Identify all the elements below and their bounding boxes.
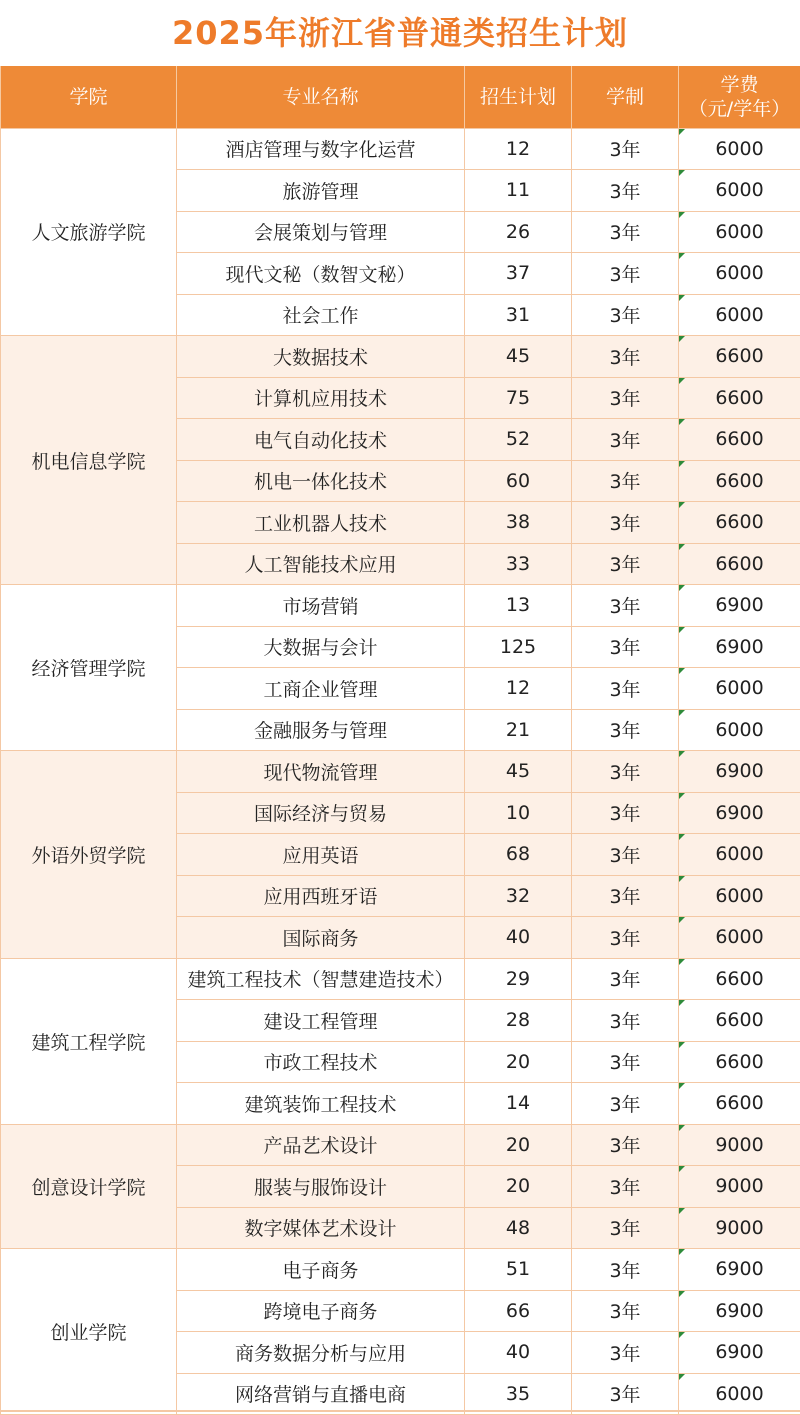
- major-cell: 建设工程管理: [177, 1000, 465, 1042]
- major-cell: 会展策划与管理: [177, 211, 465, 253]
- fee-cell: 6000: [679, 170, 800, 212]
- duration-cell: 3年: [572, 1166, 679, 1208]
- table-header: [1, 66, 800, 128]
- plan-cell: 29: [465, 958, 572, 1000]
- college-cell: 机电信息学院: [1, 336, 177, 585]
- duration-cell: 3年: [572, 1290, 679, 1332]
- major-cell: 工业机器人技术: [177, 502, 465, 544]
- major-cell: 跨境电子商务: [177, 1290, 465, 1332]
- plan-cell: 28: [465, 1000, 572, 1042]
- fee-cell: 6000: [679, 294, 800, 336]
- duration-cell: 3年: [572, 336, 679, 378]
- fee-cell: 6600: [679, 377, 800, 419]
- duration-cell: 3年: [572, 543, 679, 585]
- duration-cell: 3年: [572, 709, 679, 751]
- duration-cell: 3年: [572, 792, 679, 834]
- major-cell: 工商企业管理: [177, 668, 465, 710]
- duration-cell: 3年: [572, 294, 679, 336]
- fee-cell: 6600: [679, 1000, 800, 1042]
- major-cell: 产品艺术设计: [177, 1124, 465, 1166]
- duration-cell: 3年: [572, 1207, 679, 1249]
- plan-cell: 21: [465, 709, 572, 751]
- plan-cell: 20: [465, 1124, 572, 1166]
- plan-cell: 33: [465, 543, 572, 585]
- plan-cell: 31: [465, 294, 572, 336]
- major-cell: 大数据技术: [177, 336, 465, 378]
- major-cell: 建筑装饰工程技术: [177, 1083, 465, 1125]
- plan-cell: 26: [465, 211, 572, 253]
- plan-cell: 48: [465, 1207, 572, 1249]
- table-body: [1, 128, 800, 1415]
- plan-cell: 45: [465, 336, 572, 378]
- fee-cell: 6900: [679, 626, 800, 668]
- header-fee-line2: （元/学年）: [679, 97, 800, 121]
- page-title: 2025年浙江省普通类招生计划: [0, 0, 800, 66]
- major-cell: 旅游管理: [177, 170, 465, 212]
- major-cell: 商务数据分析与应用: [177, 1332, 465, 1374]
- fee-cell: 6600: [679, 1041, 800, 1083]
- fee-cell: 6600: [679, 336, 800, 378]
- fee-cell: 9000: [679, 1166, 800, 1208]
- plan-cell: 37: [465, 253, 572, 295]
- college-cell: 建筑工程学院: [1, 958, 177, 1124]
- plan-cell: 45: [465, 751, 572, 793]
- fee-cell: 6000: [679, 709, 800, 751]
- fee-cell: 6900: [679, 1249, 800, 1291]
- duration-cell: 3年: [572, 1332, 679, 1374]
- major-cell: 建筑工程技术（智慧建造技术）: [177, 958, 465, 1000]
- duration-cell: 3年: [572, 253, 679, 295]
- college-cell: 人文旅游学院: [1, 128, 177, 336]
- duration-cell: 3年: [572, 1373, 679, 1415]
- table-row: [1, 1124, 800, 1166]
- header-college: 学院: [1, 66, 177, 128]
- plan-cell: 52: [465, 419, 572, 461]
- fee-cell: 6000: [679, 875, 800, 917]
- duration-cell: 3年: [572, 875, 679, 917]
- college-cell: 创意设计学院: [1, 1124, 177, 1249]
- table-row: [1, 336, 800, 378]
- major-cell: 应用西班牙语: [177, 875, 465, 917]
- college-cell: 外语外贸学院: [1, 751, 177, 959]
- duration-cell: 3年: [572, 1124, 679, 1166]
- header-fee-line1: 学费: [679, 73, 800, 97]
- header-duration: 学制: [572, 66, 679, 128]
- plan-cell: 12: [465, 668, 572, 710]
- fee-cell: 6000: [679, 668, 800, 710]
- plan-cell: 10: [465, 792, 572, 834]
- major-cell: 人工智能技术应用: [177, 543, 465, 585]
- fee-cell: 6000: [679, 834, 800, 876]
- plan-cell: 66: [465, 1290, 572, 1332]
- major-cell: 市政工程技术: [177, 1041, 465, 1083]
- table-row: [1, 585, 800, 627]
- plan-cell: 11: [465, 170, 572, 212]
- duration-cell: 3年: [572, 170, 679, 212]
- duration-cell: 3年: [572, 502, 679, 544]
- fee-cell: 6600: [679, 543, 800, 585]
- fee-cell: 6600: [679, 502, 800, 544]
- major-cell: 数字媒体艺术设计: [177, 1207, 465, 1249]
- major-cell: 国际商务: [177, 917, 465, 959]
- plan-cell: 51: [465, 1249, 572, 1291]
- duration-cell: 3年: [572, 668, 679, 710]
- duration-cell: 3年: [572, 626, 679, 668]
- header-plan: 招生计划: [465, 66, 572, 128]
- plan-cell: 38: [465, 502, 572, 544]
- duration-cell: 3年: [572, 834, 679, 876]
- fee-cell: 6900: [679, 751, 800, 793]
- plan-cell: 32: [465, 875, 572, 917]
- fee-cell: 6900: [679, 1332, 800, 1374]
- duration-cell: 3年: [572, 419, 679, 461]
- fee-cell: 6000: [679, 211, 800, 253]
- plan-cell: 12: [465, 128, 572, 170]
- duration-cell: 3年: [572, 917, 679, 959]
- fee-cell: 6600: [679, 958, 800, 1000]
- fee-cell: 6000: [679, 1373, 800, 1415]
- table-row: [1, 1249, 800, 1291]
- table-row: [1, 751, 800, 793]
- major-cell: 网络营销与直播电商: [177, 1373, 465, 1415]
- header-fee: [679, 66, 800, 128]
- major-cell: 现代物流管理: [177, 751, 465, 793]
- fee-cell: 6000: [679, 128, 800, 170]
- plan-cell: 35: [465, 1373, 572, 1415]
- major-cell: 电气自动化技术: [177, 419, 465, 461]
- duration-cell: 3年: [572, 460, 679, 502]
- major-cell: 应用英语: [177, 834, 465, 876]
- major-cell: 机电一体化技术: [177, 460, 465, 502]
- fee-cell: 6900: [679, 1290, 800, 1332]
- plan-cell: 40: [465, 917, 572, 959]
- plan-cell: 13: [465, 585, 572, 627]
- duration-cell: 3年: [572, 585, 679, 627]
- duration-cell: 3年: [572, 958, 679, 1000]
- plan-cell: 14: [465, 1083, 572, 1125]
- fee-cell: 6000: [679, 253, 800, 295]
- duration-cell: 3年: [572, 1000, 679, 1042]
- major-cell: 现代文秘（数智文秘）: [177, 253, 465, 295]
- major-cell: 社会工作: [177, 294, 465, 336]
- duration-cell: 3年: [572, 1083, 679, 1125]
- fee-cell: 6600: [679, 419, 800, 461]
- major-cell: 金融服务与管理: [177, 709, 465, 751]
- plan-cell: 40: [465, 1332, 572, 1374]
- duration-cell: 3年: [572, 1041, 679, 1083]
- admission-plan-table: [0, 66, 800, 1415]
- duration-cell: 3年: [572, 128, 679, 170]
- plan-cell: 20: [465, 1166, 572, 1208]
- major-cell: 大数据与会计: [177, 626, 465, 668]
- fee-cell: 6000: [679, 917, 800, 959]
- duration-cell: 3年: [572, 1249, 679, 1291]
- fee-cell: 6600: [679, 460, 800, 502]
- fee-cell: 6600: [679, 1083, 800, 1125]
- table-row: [1, 958, 800, 1000]
- duration-cell: 3年: [572, 377, 679, 419]
- fee-cell: 9000: [679, 1207, 800, 1249]
- plan-cell: 20: [465, 1041, 572, 1083]
- fee-cell: 9000: [679, 1124, 800, 1166]
- plan-cell: 68: [465, 834, 572, 876]
- table-row: [1, 128, 800, 170]
- duration-cell: 3年: [572, 211, 679, 253]
- fee-cell: 6900: [679, 585, 800, 627]
- header-row: [1, 66, 800, 128]
- major-cell: 电子商务: [177, 1249, 465, 1291]
- plan-cell: 60: [465, 460, 572, 502]
- major-cell: 市场营销: [177, 585, 465, 627]
- header-major: 专业名称: [177, 66, 465, 128]
- major-cell: 酒店管理与数字化运营: [177, 128, 465, 170]
- plan-cell: 125: [465, 626, 572, 668]
- college-cell: 创业学院: [1, 1249, 177, 1415]
- major-cell: 计算机应用技术: [177, 377, 465, 419]
- plan-cell: 75: [465, 377, 572, 419]
- duration-cell: 3年: [572, 751, 679, 793]
- major-cell: 国际经济与贸易: [177, 792, 465, 834]
- fee-cell: 6900: [679, 792, 800, 834]
- major-cell: 服装与服饰设计: [177, 1166, 465, 1208]
- college-cell: 经济管理学院: [1, 585, 177, 751]
